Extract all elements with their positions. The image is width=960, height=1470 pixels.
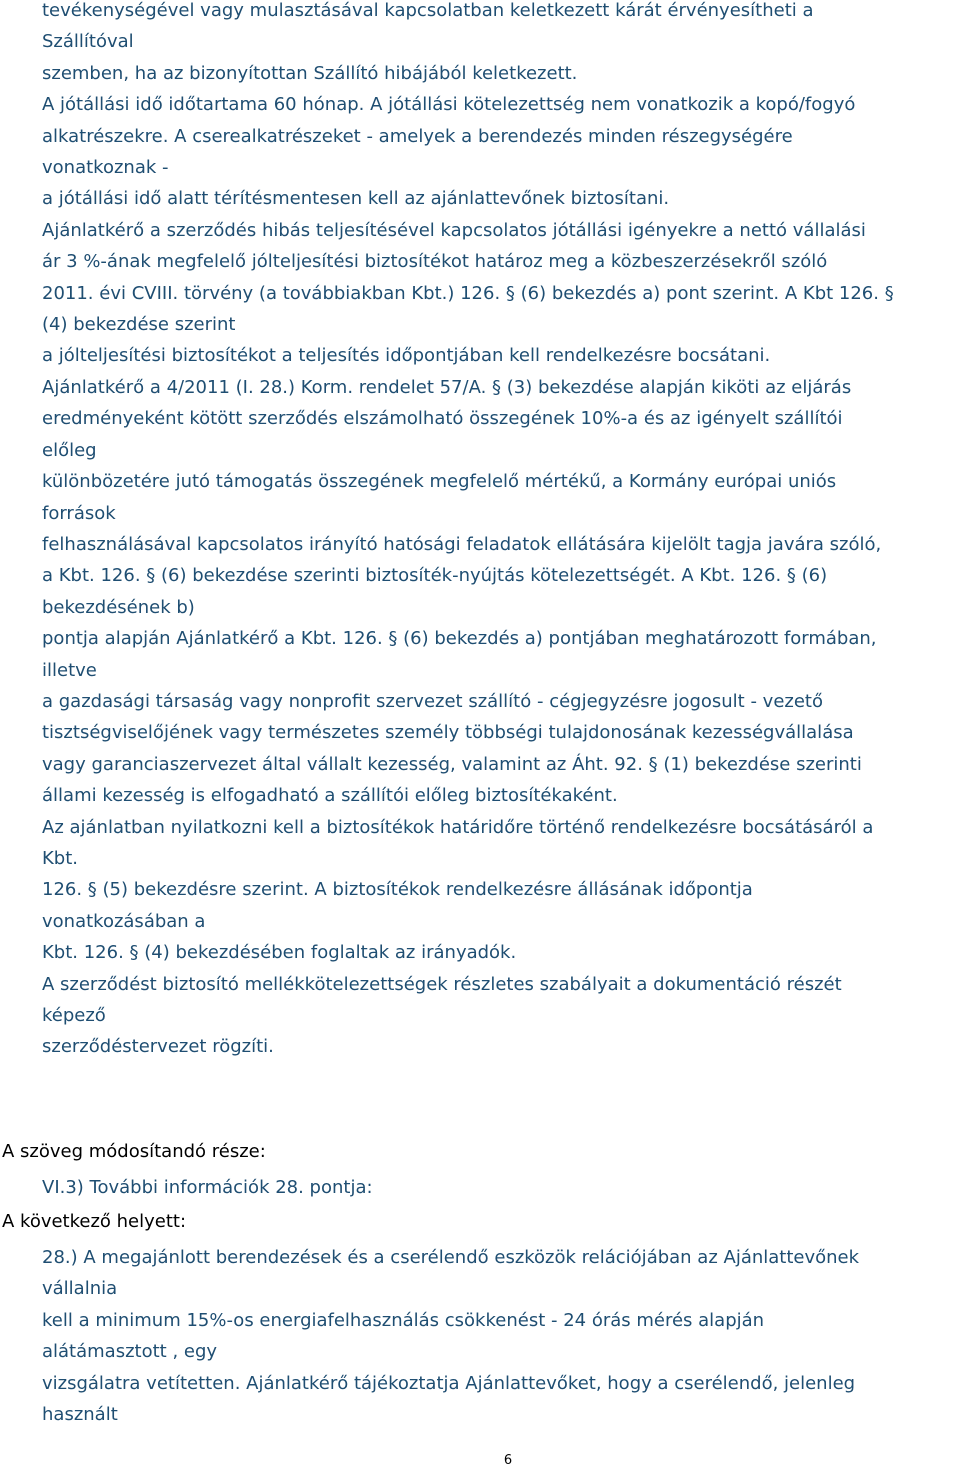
text-line: Ajánlatkérő a 4/2011 (I. 28.) Korm. rendelet 57/A. § (3) bekezdése alapján kiköti az eljárás <box>42 376 852 398</box>
text-line: képező <box>42 1005 106 1026</box>
text-line: 28.) A megajánlott berendezések és a cserélendő eszközök relációjában az Ajánlattevőnek <box>42 1247 860 1268</box>
text-line: illetve <box>42 659 97 681</box>
text-line: állami kezesség is elfogadható a szállítói előleg biztosítékaként. <box>42 785 618 807</box>
replacement-heading: A következő helyett: <box>2 1211 187 1232</box>
text-line: tisztségviselőjének vagy természetes személy többségi tulajdonosának kezességvállalása <box>42 722 854 744</box>
text-line: A jótállási idő időtartama 60 hónap. A jótállási kötelezettség nem vonatkozik a kopó/fogyó <box>42 94 856 116</box>
text-line: a jótállási idő alatt térítésmentesen kell az ajánlattevőnek biztosítani. <box>42 188 670 210</box>
modification-reference-block <box>42 1172 954 1203</box>
text-line: források <box>42 502 116 524</box>
text-line: eredményeként kötött szerződés elszámolható összegének 10%-a és az igényelt szállítói <box>42 408 843 430</box>
text-line: tevékenységével vagy mulasztásával kapcsolatban keletkezett kárát érvényesítheti a <box>42 0 814 21</box>
modification-reference: VI.3) További információk 28. pontja: <box>42 1177 373 1198</box>
text-line: a gazdasági társaság vagy nonprofit szervezet szállító - cégjegyzésre jogosult - vezető <box>42 690 823 712</box>
text-line: szemben, ha az bizonyítottan Szállító hibájából keletkezett. <box>42 62 578 84</box>
text-line: vonatkoznak - <box>42 157 169 179</box>
body-text-block <box>42 0 954 1063</box>
text-line: (4) bekezdése szerint <box>42 314 236 336</box>
text-line: Az ajánlatban nyilatkozni kell a biztosítékok határidőre történő rendelkezésre bocsátásáról a <box>42 816 874 838</box>
text-line: bekezdésének b) <box>42 596 195 618</box>
text-line: Kbt. 126. § (4) bekezdésében foglaltak az irányadók. <box>42 942 517 964</box>
text-line: vagy garanciaszervezet által vállalt kezesség, valamint az Áht. 92. § (1) bekezdése szerinti <box>42 753 862 775</box>
text-line: Szállítóval <box>42 31 134 53</box>
text-line: 2011. évi CVIII. törvény (a továbbiakban Kbt.) 126. § (6) bekezdés a) pont szerint. A Kbt 126. § <box>42 282 894 304</box>
text-line: a jólteljesítési biztosítékot a teljesítés időpontjában kell rendelkezésre bocsátani. <box>42 345 771 367</box>
text-line: vizsgálatra vetítetten. Ajánlatkérő tájékoztatja Ajánlattevőket, hogy a cserélendő, jelenleg <box>42 1372 856 1394</box>
replacement-text-block <box>42 1242 954 1430</box>
text-line: pontja alapján Ajánlatkérő a Kbt. 126. § (6) bekezdés a) pontjában meghatározott formában, <box>42 628 877 650</box>
text-line: különbözetére jutó támogatás összegének megfelelő mértékű, a Kormány európai uniós <box>42 471 837 493</box>
text-line: szerződéstervezet rögzíti. <box>42 1036 274 1058</box>
text-line: vonatkozásában a <box>42 910 206 932</box>
text-line: ár 3 %-ának megfelelő jólteljesítési biztosítékot határoz meg a közbeszerzésekről szóló <box>42 251 828 273</box>
text-line: alkatrészekre. A cserealkatrészeket - amelyek a berendezés minden részegységére <box>42 125 793 147</box>
text-line: Kbt. <box>42 847 79 869</box>
text-line: 126. § (5) bekezdésre szerint. A biztosítékok rendelkezésre állásának időpontja <box>42 879 753 901</box>
text-line: felhasználásával kapcsolatos irányító hatósági feladatok ellátására kijelölt tagja javára szóló, <box>42 533 882 555</box>
text-line: használt <box>42 1404 118 1426</box>
text-line: A szerződést biztosító mellékkötelezettségek részletes szabályait a dokumentáció részét <box>42 973 842 995</box>
text-line: előleg <box>42 439 97 461</box>
text-line: alátámasztott , egy <box>42 1341 218 1363</box>
page-number: 6 <box>503 1453 513 1468</box>
text-line: Ajánlatkérő a szerződés hibás teljesítésével kapcsolatos jótállási igényekre a nettó vállalási <box>42 219 866 241</box>
text-line: kell a minimum 15%-os energiafelhasználás csökkenést - 24 órás mérés alapján <box>42 1309 765 1331</box>
text-line: a Kbt. 126. § (6) bekezdése szerinti biztosíték-nyújtás kötelezettségét. A Kbt. 126. § (6) <box>42 565 828 587</box>
modification-heading: A szöveg módosítandó része: <box>2 1141 266 1162</box>
text-line: vállalnia <box>42 1278 118 1300</box>
